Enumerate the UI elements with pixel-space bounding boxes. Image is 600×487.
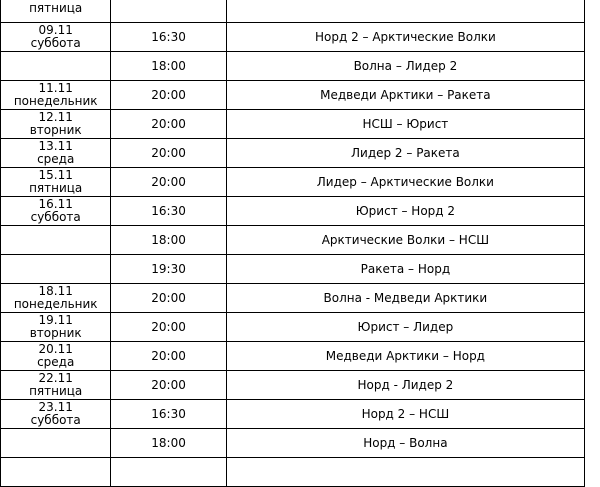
table-row (1, 52, 585, 81)
time-cell: 18:00 (111, 226, 226, 255)
table-row (1, 313, 585, 342)
date-cell (1, 429, 111, 458)
match-cell: Волна – Лидер 2 (226, 52, 584, 81)
match-cell: Норд 2 – НСШ (226, 400, 584, 429)
table-row (1, 371, 585, 400)
table-row (1, 226, 585, 255)
match-cell: НСШ – Юрист (226, 110, 584, 139)
weekday-value: суббота (30, 210, 81, 224)
time-cell (111, 458, 226, 487)
date-cell (1, 110, 111, 139)
match-cell: Норд 2 – Арктические Волки (226, 23, 584, 52)
time-cell: 20:00 (111, 110, 226, 139)
date-value: 20.11 (38, 342, 73, 356)
time-cell: 20:00 (111, 139, 226, 168)
match-cell: Норд - Лидер 2 (226, 371, 584, 400)
date-cell (1, 284, 111, 313)
date-value: 22.11 (38, 371, 73, 385)
time-cell: 16:30 (111, 23, 226, 52)
match-cell: Медведи Арктики – Ракета (226, 81, 584, 110)
match-cell (226, 0, 584, 23)
time-cell: 19:30 (111, 255, 226, 284)
table-row (1, 255, 585, 284)
time-cell: 20:00 (111, 81, 226, 110)
date-cell (1, 0, 111, 23)
date-cell (1, 52, 111, 81)
weekday-value: вторник (29, 326, 82, 340)
table-row (1, 23, 585, 52)
match-cell: Юрист – Лидер (226, 313, 584, 342)
weekday-value: пятница (29, 384, 83, 398)
time-cell: 20:00 (111, 313, 226, 342)
date-value: 11.11 (38, 81, 73, 95)
table-row (1, 81, 585, 110)
date-cell (1, 139, 111, 168)
table-row (1, 429, 585, 458)
table-row (1, 400, 585, 429)
match-cell: Ракета – Норд (226, 255, 584, 284)
date-value: 23.11 (38, 400, 73, 414)
date-cell (1, 197, 111, 226)
date-value: 15.11 (38, 168, 73, 182)
weekday-value: суббота (30, 36, 81, 50)
date-cell (1, 23, 111, 52)
date-value: 09.11 (38, 23, 73, 37)
date-cell (1, 168, 111, 197)
table-row (1, 0, 585, 23)
date-cell (1, 458, 111, 487)
date-cell (1, 226, 111, 255)
date-value: 12.11 (38, 110, 73, 124)
date-value: 16.11 (38, 197, 73, 211)
time-cell: 20:00 (111, 342, 226, 371)
match-cell: Юрист – Норд 2 (226, 197, 584, 226)
time-cell: 16:30 (111, 400, 226, 429)
table-row (1, 110, 585, 139)
weekday-value: среда (37, 355, 75, 369)
schedule-body (1, 0, 585, 487)
weekday-value: пятница (29, 181, 83, 195)
weekday-value: пятница (29, 0, 83, 15)
date-value: 13.11 (38, 139, 73, 153)
date-cell (1, 342, 111, 371)
weekday-value: среда (37, 152, 75, 166)
time-cell: 20:00 (111, 168, 226, 197)
match-cell: Арктические Волки – НСШ (226, 226, 584, 255)
time-cell (111, 0, 226, 23)
time-cell: 18:00 (111, 429, 226, 458)
match-cell (226, 458, 584, 487)
table-row (1, 284, 585, 313)
time-cell: 20:00 (111, 284, 226, 313)
match-cell: Волна - Медведи Арктики (226, 284, 584, 313)
time-cell: 18:00 (111, 52, 226, 81)
table-row (1, 139, 585, 168)
date-cell (1, 81, 111, 110)
match-cell: Лидер 2 – Ракета (226, 139, 584, 168)
weekday-value: понедельник (13, 297, 98, 311)
date-cell (1, 313, 111, 342)
match-cell: Медведи Арктики – Норд (226, 342, 584, 371)
date-value: 18.11 (38, 284, 73, 298)
time-cell: 16:30 (111, 197, 226, 226)
table-row (1, 458, 585, 487)
match-cell: Норд – Волна (226, 429, 584, 458)
date-value: 19.11 (38, 313, 73, 327)
date-cell (1, 255, 111, 284)
table-row (1, 197, 585, 226)
weekday-value: понедельник (13, 94, 98, 108)
table-row (1, 342, 585, 371)
date-cell (1, 371, 111, 400)
table-row (1, 168, 585, 197)
weekday-value: вторник (29, 123, 82, 137)
time-cell: 20:00 (111, 371, 226, 400)
date-cell (1, 400, 111, 429)
match-cell: Лидер – Арктические Волки (226, 168, 584, 197)
weekday-value: суббота (30, 413, 81, 427)
